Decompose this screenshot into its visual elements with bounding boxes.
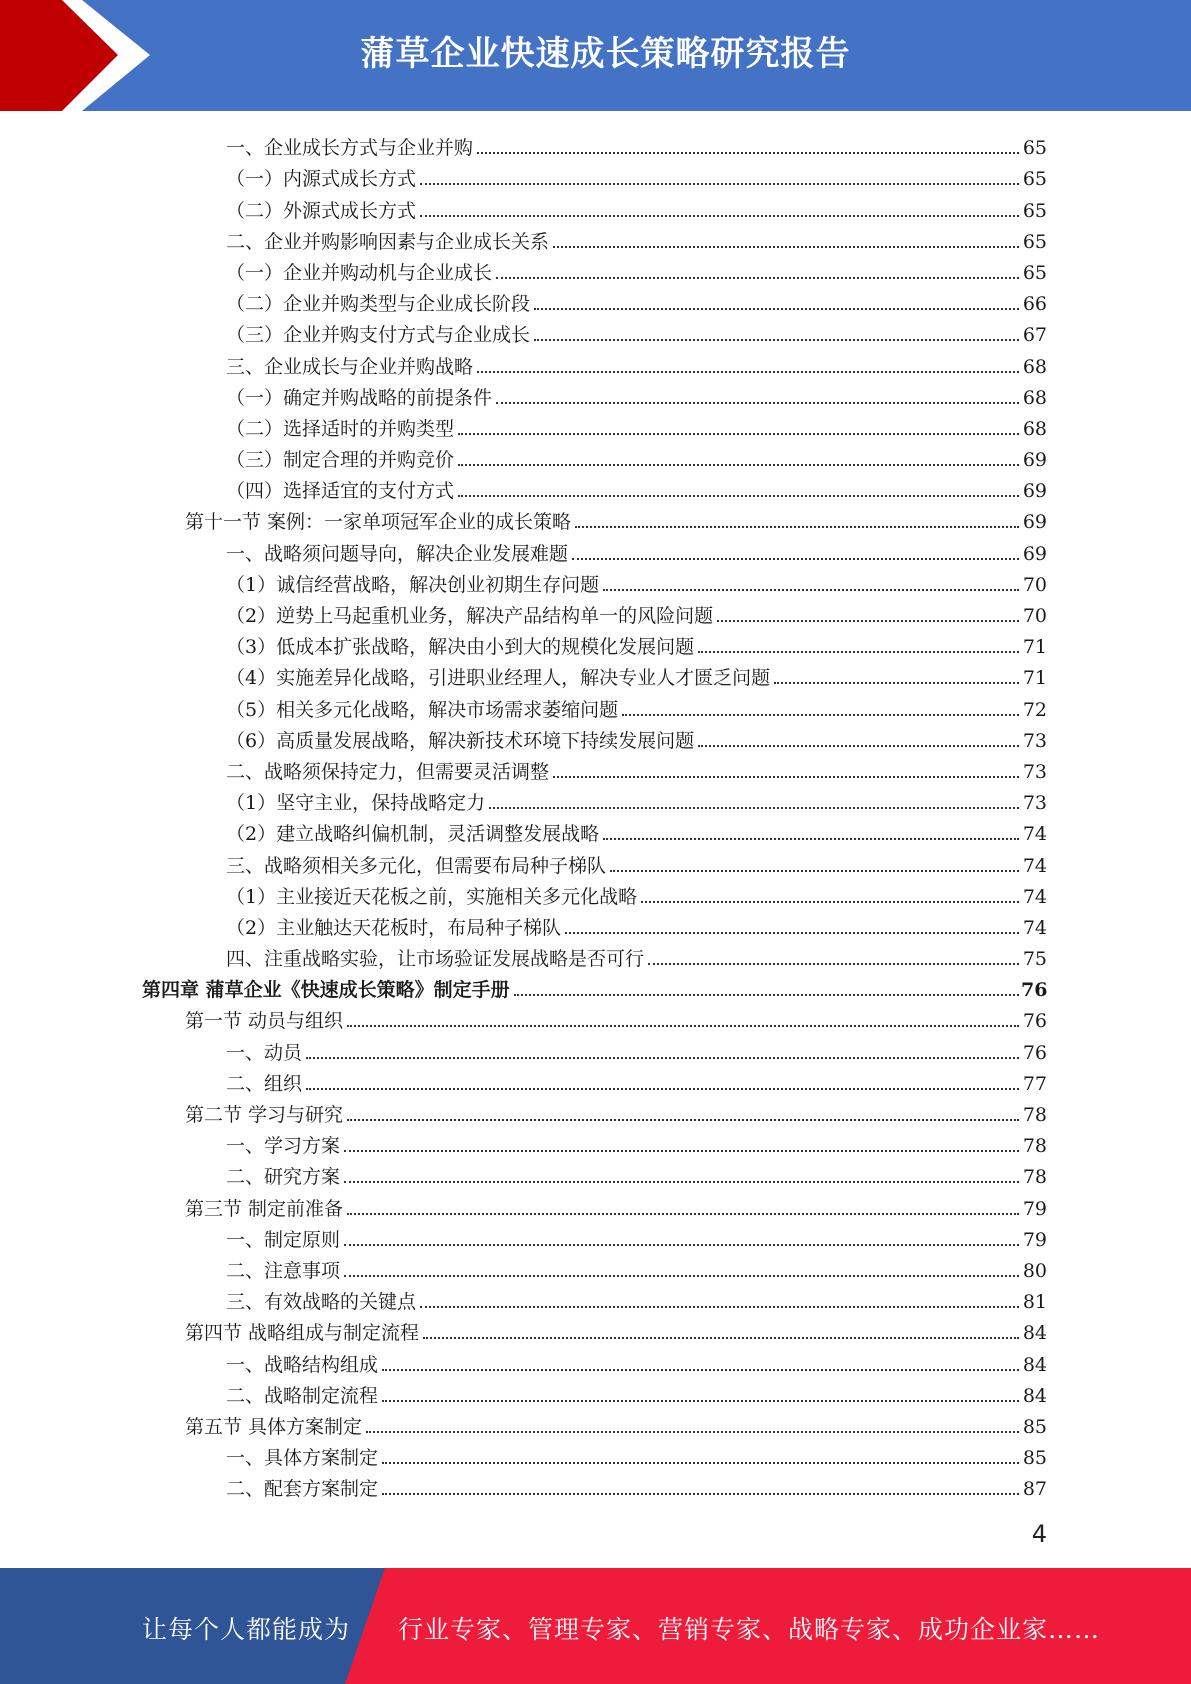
toc-dot-leader bbox=[603, 589, 1019, 591]
toc-entry-page: 78 bbox=[1022, 1166, 1047, 1189]
footer-slogan-left: 让每个人都能成为 bbox=[142, 1615, 351, 1644]
toc-entry[interactable] bbox=[0, 970, 1191, 1001]
toc-entry-page: 78 bbox=[1022, 1135, 1047, 1158]
toc-entry-page: 79 bbox=[1022, 1228, 1047, 1251]
toc-entry[interactable] bbox=[0, 1469, 1191, 1500]
toc-entry-label: （3）低成本扩张战略，解决由小到大的规模化发展问题 bbox=[226, 636, 695, 659]
toc-entry-page: 68 bbox=[1022, 355, 1047, 378]
toc-dot-leader bbox=[575, 526, 1019, 528]
toc-entry-label: 第四章 蒲草企业《快速成长策略》制定手册 bbox=[142, 979, 510, 1002]
toc-entry[interactable] bbox=[0, 1313, 1191, 1344]
toc-entry-page: 80 bbox=[1022, 1259, 1047, 1282]
toc-entry-page: 74 bbox=[1022, 885, 1047, 908]
toc-entry-label: 第一节 动员与组织 bbox=[185, 1010, 344, 1033]
toc-entry[interactable] bbox=[0, 190, 1191, 221]
toc-entry-page: 70 bbox=[1022, 605, 1047, 627]
toc-dot-leader bbox=[420, 1306, 1019, 1308]
footer-slogan-right: 行业专家、管理专家、营销专家、战略专家、成功企业家…… bbox=[398, 1615, 1101, 1644]
toc-entry-label: 三、有效战略的关键点 bbox=[226, 1291, 417, 1314]
toc-dot-leader bbox=[648, 963, 1019, 965]
toc-entry[interactable] bbox=[0, 1376, 1191, 1407]
toc-dot-leader bbox=[622, 714, 1019, 716]
toc-dot-leader bbox=[382, 1493, 1019, 1495]
toc-dot-leader bbox=[344, 1181, 1019, 1183]
toc-entry-label: 二、配套方案制定 bbox=[226, 1478, 379, 1501]
toc-dot-leader bbox=[347, 1025, 1019, 1027]
toc-entry[interactable] bbox=[0, 627, 1191, 658]
toc-dot-leader bbox=[553, 776, 1019, 778]
toc-entry[interactable] bbox=[0, 1344, 1191, 1375]
toc-entry[interactable] bbox=[0, 440, 1191, 471]
toc-entry-label: （2）建立战略纠偏机制，灵活调整发展战略 bbox=[226, 823, 600, 846]
toc-entry-label: 三、战略须相关多元化，但需要布局种子梯队 bbox=[226, 854, 607, 877]
toc-entry[interactable] bbox=[0, 1032, 1191, 1063]
toc-dot-leader bbox=[420, 215, 1019, 217]
toc-entry-label: 一、学习方案 bbox=[226, 1135, 341, 1158]
toc-entry-label: 二、组织 bbox=[226, 1072, 303, 1095]
toc-entry-page: 84 bbox=[1022, 1384, 1047, 1407]
toc-entry-label: 一、具体方案制定 bbox=[226, 1447, 379, 1470]
toc-dot-leader bbox=[572, 558, 1019, 560]
toc-entry[interactable] bbox=[0, 471, 1191, 502]
toc-entry-label: 第五节 具体方案制定 bbox=[185, 1415, 363, 1438]
toc-entry-page: 71 bbox=[1022, 667, 1047, 690]
toc-entry-page: 84 bbox=[1022, 1322, 1047, 1345]
toc-dot-leader bbox=[458, 495, 1019, 497]
toc-entry[interactable] bbox=[0, 533, 1191, 564]
toc-entry-label: 一、战略须问题导向，解决企业发展难题 bbox=[226, 542, 569, 565]
toc-entry-page: 68 bbox=[1022, 386, 1047, 409]
toc-dot-leader bbox=[423, 1337, 1019, 1339]
toc-entry-label: 一、动员 bbox=[226, 1041, 303, 1064]
toc-entry-page: 85 bbox=[1022, 1415, 1047, 1438]
toc-entry-label: （四）选择适宜的支付方式 bbox=[226, 480, 455, 503]
toc-entry[interactable] bbox=[0, 1282, 1191, 1313]
toc-dot-leader bbox=[641, 901, 1019, 903]
toc-entry-label: （二）企业并购类型与企业成长阶段 bbox=[226, 293, 531, 316]
toc-entry[interactable] bbox=[0, 1407, 1191, 1438]
toc-entry-page: 78 bbox=[1022, 1104, 1047, 1126]
toc-entry-page: 87 bbox=[1022, 1478, 1047, 1501]
toc-entry[interactable] bbox=[0, 689, 1191, 720]
toc-entry[interactable] bbox=[0, 1220, 1191, 1251]
toc-dot-leader bbox=[717, 620, 1019, 622]
toc-entry[interactable] bbox=[0, 658, 1191, 689]
toc-entry-label: 二、企业并购影响因素与企业成长关系 bbox=[226, 230, 550, 253]
toc-entry-label: 一、制定原则 bbox=[226, 1228, 341, 1251]
toc-dot-leader bbox=[610, 870, 1019, 872]
toc-dot-leader bbox=[496, 402, 1019, 404]
toc-entry[interactable] bbox=[0, 783, 1191, 814]
toc-entry[interactable] bbox=[0, 845, 1191, 876]
toc-dot-leader bbox=[698, 745, 1019, 747]
toc-dot-leader bbox=[489, 807, 1019, 809]
toc-dot-leader bbox=[347, 1213, 1019, 1215]
toc-entry[interactable] bbox=[0, 814, 1191, 845]
toc-entry-label: （二）选择适时的并购类型 bbox=[226, 417, 455, 440]
toc-entry-label: 二、战略须保持定力，但需要灵活调整 bbox=[226, 760, 550, 783]
toc-entry[interactable] bbox=[0, 1095, 1191, 1126]
page-number: 4 bbox=[1031, 1520, 1047, 1548]
toc-entry[interactable] bbox=[0, 939, 1191, 970]
toc-dot-leader bbox=[306, 1088, 1019, 1090]
toc-dot-leader bbox=[344, 1150, 1019, 1152]
toc-entry[interactable] bbox=[0, 1064, 1191, 1095]
toc-entry-label: （二）外源式成长方式 bbox=[226, 199, 417, 222]
toc-entry[interactable] bbox=[0, 409, 1191, 440]
toc-dot-leader bbox=[420, 183, 1019, 185]
toc-entry-page: 69 bbox=[1022, 511, 1047, 534]
toc-entry-page: 74 bbox=[1022, 916, 1047, 939]
toc-dot-leader bbox=[458, 464, 1019, 466]
toc-entry-label: （1）坚守主业，保持战略定力 bbox=[226, 792, 486, 815]
toc-entry-page: 69 bbox=[1022, 480, 1047, 503]
toc-entry-page: 74 bbox=[1022, 854, 1047, 877]
toc-dot-leader bbox=[534, 308, 1019, 310]
toc-entry-label: （三）制定合理的并购竞价 bbox=[226, 449, 455, 472]
toc-entry[interactable] bbox=[0, 877, 1191, 908]
toc-entry[interactable] bbox=[0, 908, 1191, 939]
toc-entry-page: 76 bbox=[1022, 1041, 1047, 1064]
toc-entry-label: 三、企业成长与企业并购战略 bbox=[226, 355, 474, 378]
toc-entry-label: （一）企业并购动机与企业成长 bbox=[226, 261, 493, 284]
toc-entry[interactable] bbox=[0, 128, 1191, 159]
toc-entry-page: 74 bbox=[1022, 823, 1047, 846]
toc-entry-page: 72 bbox=[1022, 698, 1047, 721]
toc-entry-page: 75 bbox=[1022, 948, 1047, 971]
toc-entry-label: （1）诚信经营战略，解决创业初期生存问题 bbox=[226, 573, 600, 596]
toc-dot-leader bbox=[774, 682, 1019, 684]
toc-dot-leader bbox=[347, 1119, 1019, 1121]
toc-dot-leader bbox=[698, 651, 1019, 653]
toc-entry-page: 69 bbox=[1022, 542, 1047, 565]
toc-entry-page: 65 bbox=[1022, 230, 1047, 253]
toc-entry-label: （一）确定并购战略的前提条件 bbox=[226, 386, 493, 409]
toc-entry[interactable] bbox=[0, 565, 1191, 596]
toc-dot-leader bbox=[382, 1400, 1019, 1402]
toc-entry-label: （4）实施差异化战略，引进职业经理人，解决专业人才匮乏问题 bbox=[226, 667, 771, 690]
toc-entry[interactable] bbox=[0, 315, 1191, 346]
toc-entry-page: 65 bbox=[1022, 137, 1047, 160]
toc-dot-leader bbox=[477, 152, 1019, 154]
toc-entry-label: 二、研究方案 bbox=[226, 1166, 341, 1189]
toc-entry[interactable] bbox=[0, 284, 1191, 315]
toc-entry-label: （1）主业接近天花板之前，实施相关多元化战略 bbox=[226, 885, 638, 908]
toc-entry[interactable] bbox=[0, 1188, 1191, 1219]
toc-entry-page: 71 bbox=[1022, 636, 1047, 659]
toc-dot-leader bbox=[477, 371, 1019, 373]
toc-dot-leader bbox=[344, 1244, 1019, 1246]
toc-entry-page: 76 bbox=[1021, 979, 1048, 1002]
toc-entry[interactable] bbox=[0, 1438, 1191, 1469]
toc-entry-label: 二、注意事项 bbox=[226, 1259, 341, 1282]
toc-entry-page: 65 bbox=[1022, 168, 1047, 191]
toc-entry-page: 66 bbox=[1022, 293, 1047, 316]
toc-entry-page: 70 bbox=[1022, 573, 1047, 596]
page-header bbox=[0, 0, 1191, 111]
toc-entry[interactable] bbox=[0, 1157, 1191, 1188]
toc-entry-label: 一、战略结构组成 bbox=[226, 1353, 379, 1376]
toc-entry-page: 67 bbox=[1022, 324, 1047, 347]
toc-entry-page: 77 bbox=[1022, 1072, 1047, 1095]
toc-entry-page: 69 bbox=[1022, 449, 1047, 472]
toc-entry-label: （三）企业并购支付方式与企业成长 bbox=[226, 324, 531, 347]
toc-entry-page: 81 bbox=[1022, 1291, 1047, 1314]
toc-dot-leader bbox=[565, 932, 1019, 934]
toc-entry[interactable] bbox=[0, 222, 1191, 253]
toc-dot-leader bbox=[534, 339, 1019, 341]
toc-entry-page: 65 bbox=[1022, 261, 1047, 284]
toc-dot-leader bbox=[496, 277, 1019, 279]
toc-entry[interactable] bbox=[0, 159, 1191, 190]
toc-entry[interactable] bbox=[0, 1126, 1191, 1157]
toc-dot-leader bbox=[458, 433, 1019, 435]
toc-dot-leader bbox=[306, 1057, 1019, 1059]
toc-entry[interactable] bbox=[0, 752, 1191, 783]
toc-entry-label: （2）逆势上马起重机业务，解决产品结构单一的风险问题 bbox=[226, 605, 714, 627]
toc-entry[interactable] bbox=[0, 721, 1191, 752]
toc-entry[interactable] bbox=[0, 346, 1191, 377]
toc-entry-page: 68 bbox=[1022, 417, 1047, 440]
toc-entry[interactable] bbox=[0, 596, 1191, 627]
toc-dot-leader bbox=[366, 1431, 1019, 1433]
toc-entry-label: 二、战略制定流程 bbox=[226, 1384, 379, 1407]
toc-entry-page: 76 bbox=[1022, 1010, 1047, 1033]
toc-entry-page: 79 bbox=[1022, 1197, 1047, 1220]
toc-entry-page: 73 bbox=[1022, 760, 1047, 783]
page-footer bbox=[0, 1568, 1191, 1684]
toc-entry[interactable] bbox=[0, 253, 1191, 284]
report-title: 蒲草企业快速成长策略研究报告 bbox=[360, 34, 851, 74]
toc-entry-label: 一、企业成长方式与企业并购 bbox=[226, 137, 474, 160]
toc-entry[interactable] bbox=[0, 502, 1191, 533]
toc-dot-leader bbox=[553, 246, 1019, 248]
toc-entry-page: 73 bbox=[1022, 792, 1047, 815]
toc-entry-label: （一）内源式成长方式 bbox=[226, 168, 417, 191]
toc-entry-page: 84 bbox=[1022, 1353, 1047, 1376]
toc-entry-label: 第二节 学习与研究 bbox=[185, 1104, 344, 1126]
toc-entry-page: 85 bbox=[1022, 1447, 1047, 1470]
toc-entry-label: 第十一节 案例：一家单项冠军企业的成长策略 bbox=[185, 511, 572, 534]
toc-entry[interactable] bbox=[0, 378, 1191, 409]
toc-entry[interactable] bbox=[0, 1251, 1191, 1282]
toc-entry-label: （2）主业触达天花板时，布局种子梯队 bbox=[226, 916, 562, 939]
toc-dot-leader bbox=[514, 994, 1019, 996]
toc-entry-label: （6）高质量发展战略，解决新技术环境下持续发展问题 bbox=[226, 729, 695, 752]
toc-dot-leader bbox=[382, 1462, 1019, 1464]
toc-entry-label: （5）相关多元化战略，解决市场需求萎缩问题 bbox=[226, 698, 619, 721]
toc-dot-leader bbox=[603, 838, 1019, 840]
toc-entry-page: 65 bbox=[1022, 199, 1047, 222]
toc-entry-label: 第四节 战略组成与制定流程 bbox=[185, 1322, 420, 1345]
toc-entry[interactable] bbox=[0, 1001, 1191, 1032]
toc-entry-page: 73 bbox=[1022, 729, 1047, 752]
toc-dot-leader bbox=[382, 1369, 1019, 1371]
toc-entry-label: 四、注重战略实验，让市场验证发展战略是否可行 bbox=[226, 948, 645, 971]
table-of-contents bbox=[0, 128, 1191, 1500]
toc-entry-label: 第三节 制定前准备 bbox=[185, 1197, 344, 1220]
toc-dot-leader bbox=[344, 1275, 1019, 1277]
